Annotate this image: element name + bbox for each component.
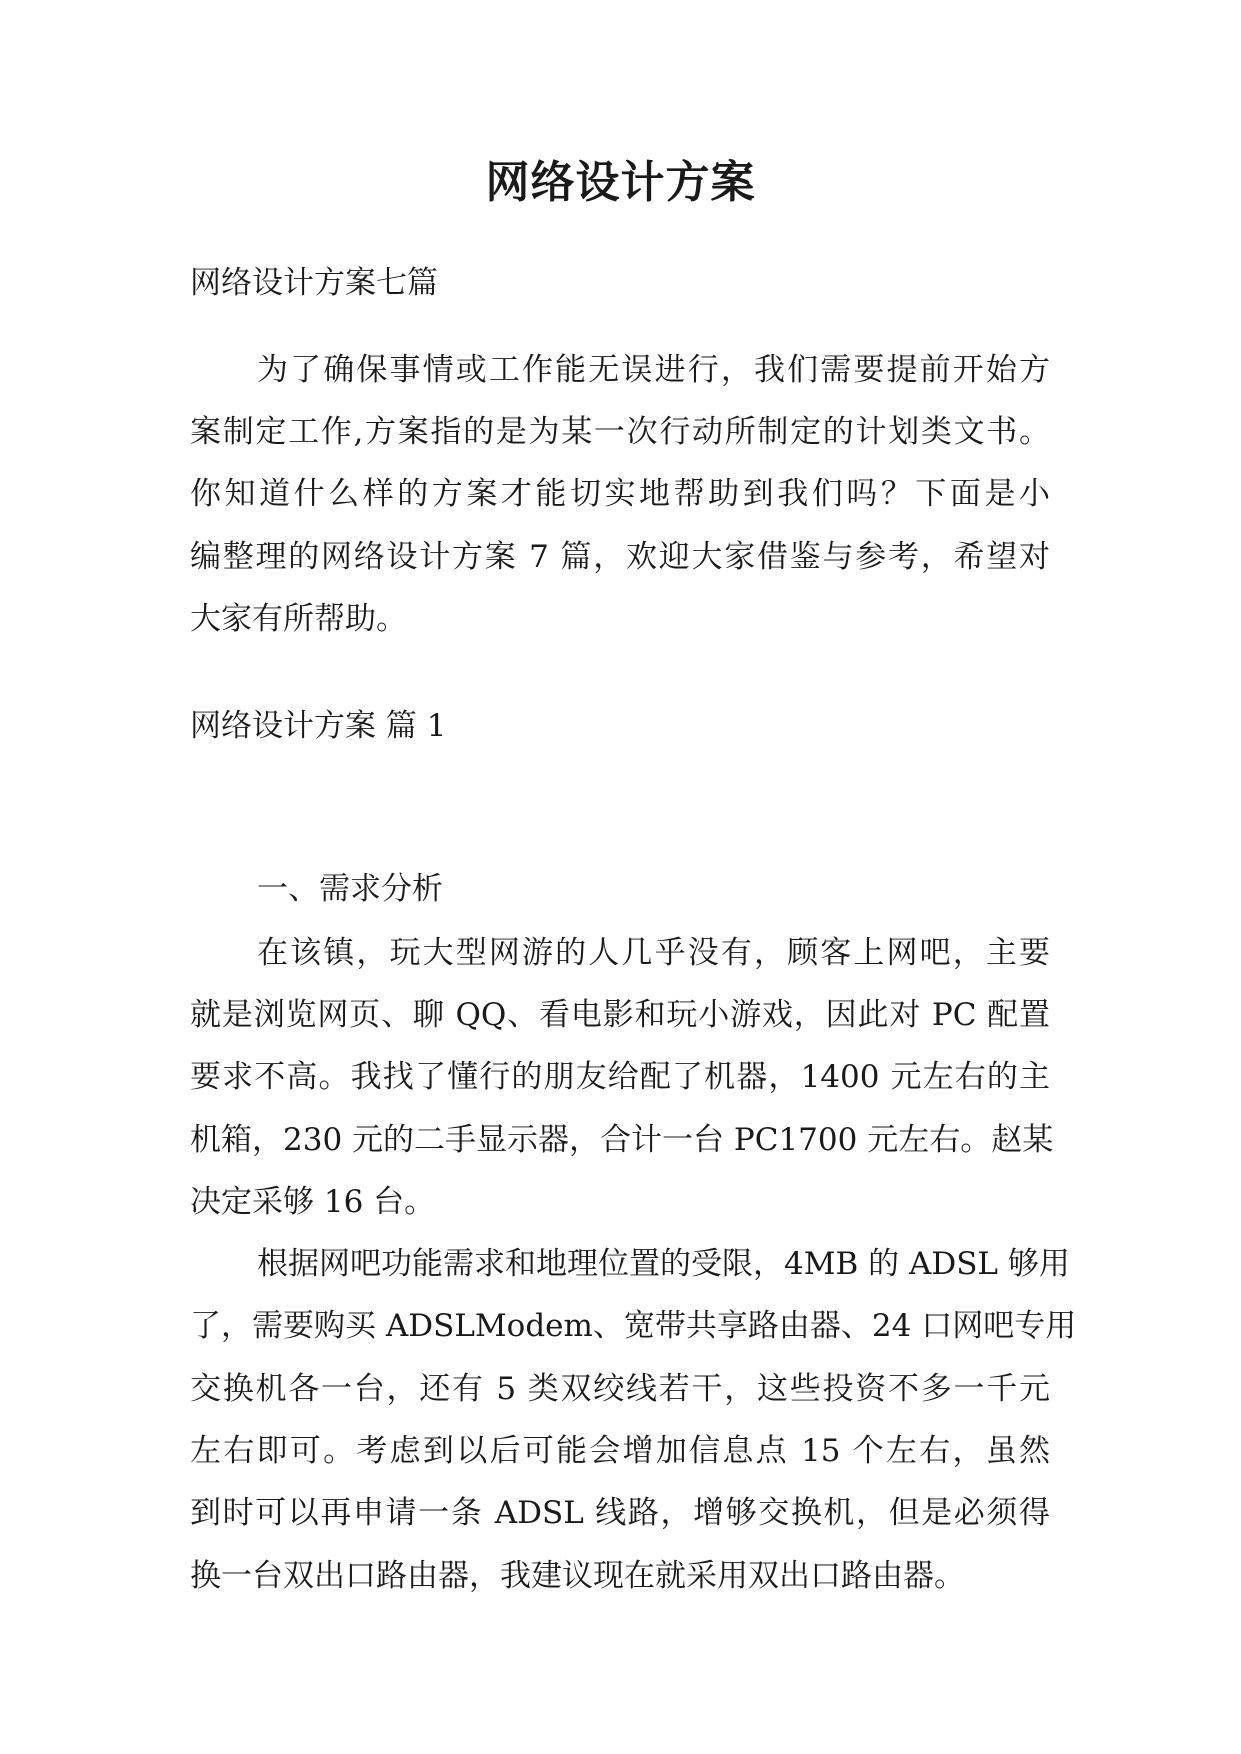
paragraph-line: 到时可以再申请一条 ADSL 线路，增够交换机，但是必须得 xyxy=(190,1495,1050,1531)
paragraph-line: 机箱，230 元的二手显示器，合计一台 PC1700 元左右。赵某 xyxy=(190,1122,1054,1158)
intro-line: 为了确保事情或工作能无误进行，我们需要提前开始方 xyxy=(257,352,1050,388)
paragraph-line: 交换机各一台，还有 5 类双绞线若干，这些投资不多一千元 xyxy=(190,1371,1050,1407)
intro-line: 案制定工作,方案指的是为某一次行动所制定的计划类文书。 xyxy=(190,414,1050,450)
paragraph-line: 要求不高。我找了懂行的朋友给配了机器，1400 元左右的主 xyxy=(190,1059,1050,1095)
intro-line: 你知道什么样的方案才能切实地帮助到我们吗？下面是小 xyxy=(190,476,1050,512)
paragraph-line: 了，需要购买 ADSLModem、宽带共享路由器、24 口网吧专用 xyxy=(190,1308,1077,1344)
section-heading: 一、需求分析 xyxy=(257,871,443,907)
paragraph-line: 在该镇，玩大型网游的人几乎没有，顾客上网吧，主要 xyxy=(257,935,1050,971)
paragraph-line: 换一台双出口路由器，我建议现在就采用双出口路由器。 xyxy=(190,1558,965,1594)
intro-line: 编整理的网络设计方案 7 篇，欢迎大家借鉴与参考，希望对 xyxy=(190,539,1050,575)
collection-heading: 网络设计方案七篇 xyxy=(190,265,438,301)
intro-line: 大家有所帮助。 xyxy=(190,601,407,637)
paragraph-line: 决定采够 16 台。 xyxy=(190,1184,436,1220)
piece-heading: 网络设计方案 篇 1 xyxy=(190,708,447,744)
paragraph-line: 左右即可。考虑到以后可能会增加信息点 15 个左右，虽然 xyxy=(190,1433,1050,1469)
document-title: 网络设计方案 xyxy=(485,157,756,208)
paragraph-line: 就是浏览网页、聊 QQ、看电影和玩小游戏，因此对 PC 配置 xyxy=(190,997,1050,1033)
paragraph-line: 根据网吧功能需求和地理位置的受限，4MB 的 ADSL 够用 xyxy=(257,1246,1070,1282)
